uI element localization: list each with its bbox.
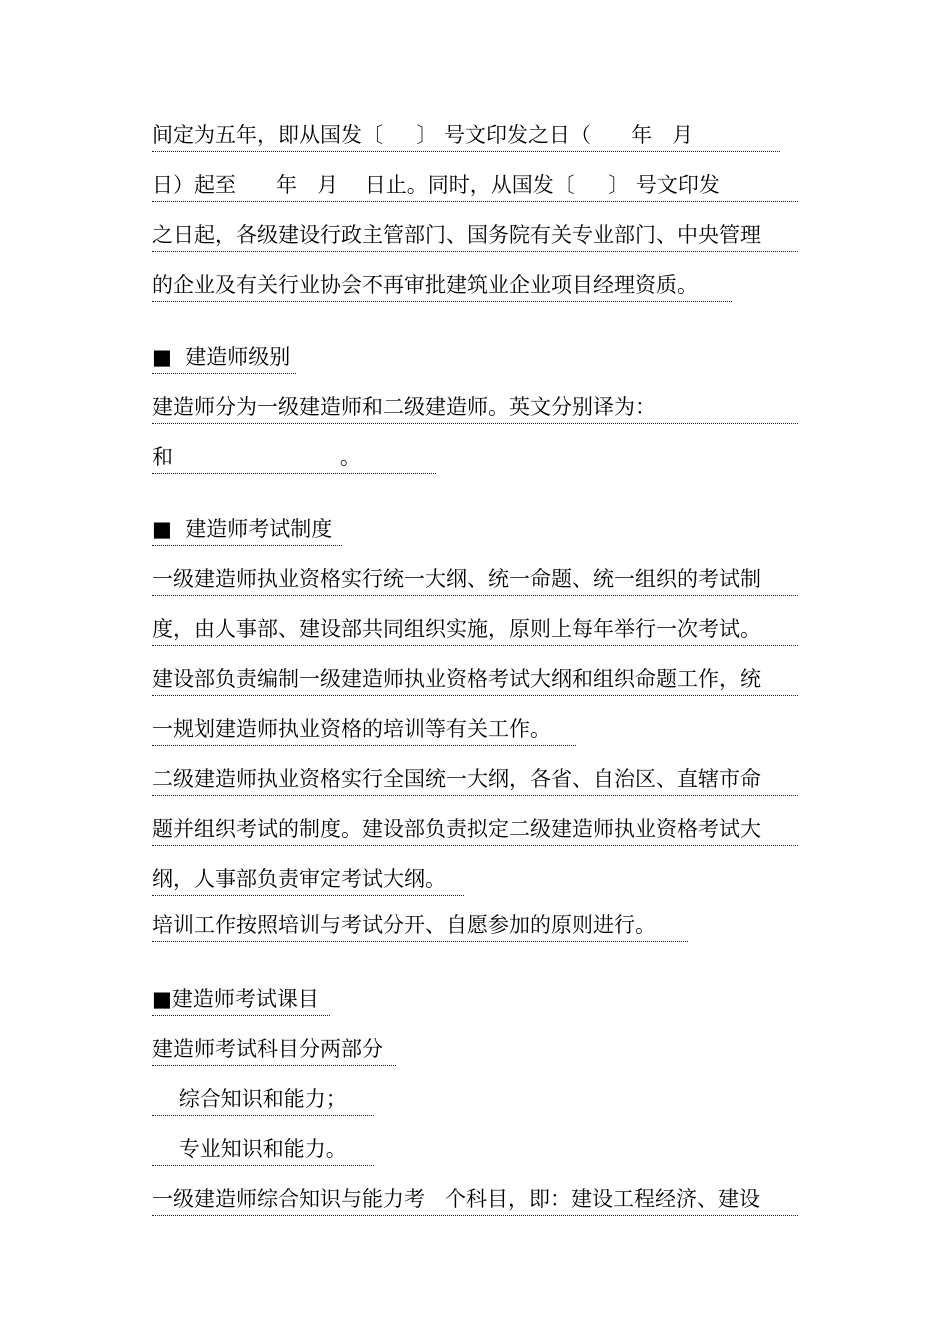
text-line: 建设部负责编制一级建造师执业资格考试大纲和组织命题工作，统 xyxy=(152,662,798,696)
text-line: 一规划建造师执业资格的培训等有关工作。 xyxy=(152,712,576,746)
text-line: 日）起至 年 月 日止。同时，从国发〔 〕 号文印发 xyxy=(152,168,798,202)
text-line: 建造师分为一级建造师和二级建造师。英文分别译为： xyxy=(152,390,798,424)
text-line: 和 。 xyxy=(152,440,436,474)
text-line: 建造师考试科目分两部分 xyxy=(152,1032,396,1066)
section-heading: ■ 建造师考试制度 xyxy=(152,512,342,546)
text-line: 度，由人事部、建设部共同组织实施，原则上每年举行一次考试。 xyxy=(152,612,798,646)
text-line: 的企业及有关行业协会不再审批建筑业企业项目经理资质。 xyxy=(152,268,732,302)
text-line: 纲，人事部负责审定考试大纲。 xyxy=(152,862,464,896)
text-line: 综合知识和能力； xyxy=(152,1082,374,1116)
text-line: 一级建造师执业资格实行统一大纲、统一命题、统一组织的考试制 xyxy=(152,562,798,596)
text-line: 一级建造师综合知识与能力考 个科目，即：建设工程经济、建设 xyxy=(152,1182,798,1216)
text-line: 专业知识和能力。 xyxy=(152,1132,374,1166)
section-heading: ■建造师考试课目 xyxy=(152,982,330,1016)
text-line: 二级建造师执业资格实行全国统一大纲，各省、自治区、直辖市命 xyxy=(152,762,798,796)
text-line: 培训工作按照培训与考试分开、自愿参加的原则进行。 xyxy=(152,908,688,942)
text-line: 之日起，各级建设行政主管部门、国务院有关专业部门、中央管理 xyxy=(152,218,798,252)
text-line: 题并组织考试的制度。建设部负责拟定二级建造师执业资格考试大 xyxy=(152,812,798,846)
text-line: 间定为五年，即从国发〔 〕 号文印发之日（ 年 月 xyxy=(152,118,780,152)
section-heading: ■ 建造师级别 xyxy=(152,340,296,374)
